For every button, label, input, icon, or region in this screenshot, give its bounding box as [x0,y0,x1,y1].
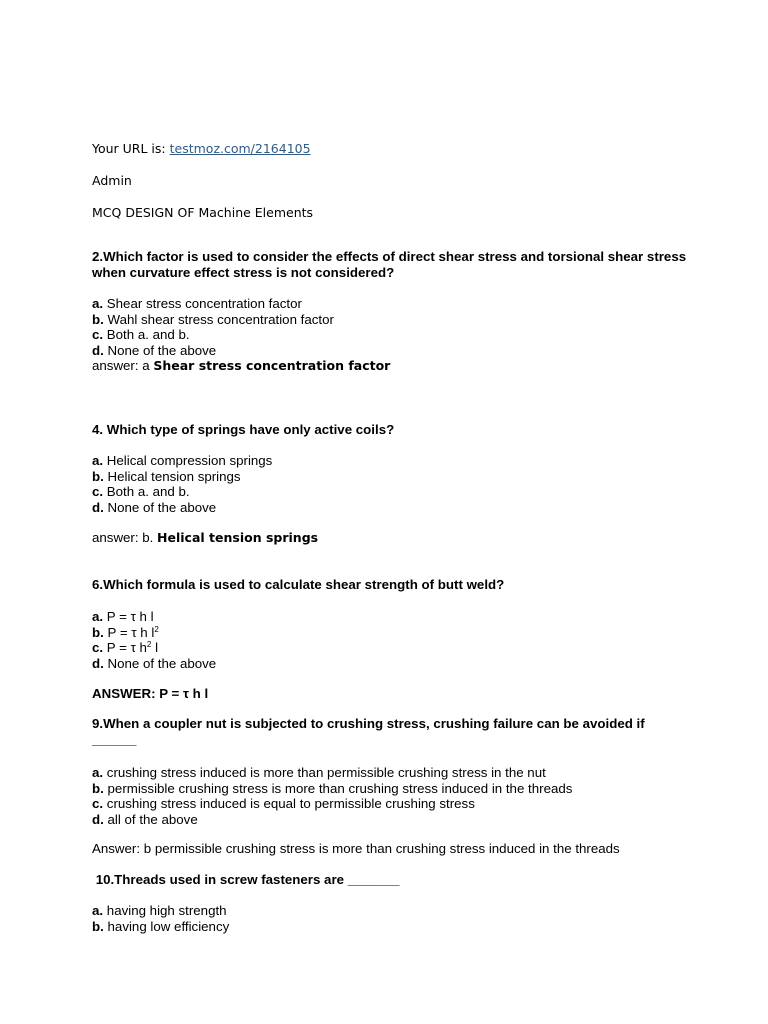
question-2-answer: answer: a Shear stress concentration factor [92,358,391,373]
option-b: b. having low efficiency [92,918,230,934]
question-6: 6.Which formula is used to calculate shear strength of butt weld? [92,577,505,592]
admin-label: Admin [92,173,132,188]
question-10: 10.Threads used in screw fasteners are _______ [92,872,400,887]
question-6-options [92,609,712,671]
option-a: a. crushing stress induced is more than permissible crushing stress in the nut [92,765,546,780]
option-c: c. Both a. and b. [92,484,190,499]
url-prefix: Your URL is: [92,141,166,156]
question-2-options [92,296,712,358]
question-4-options [92,453,712,515]
question-9-options [92,765,712,827]
option-b: b. P = τ h $l^2$ [92,624,159,640]
option-b: b. Wahl shear stress concentration factor [92,311,334,327]
option-b: b. Helical tension springs [92,468,241,484]
question-2: 2.Which factor is used to consider the effects of direct shear stress and torsional shear stress when curvature effect stress is not considered? [92,249,687,280]
option-a: a. Shear stress concentration factor [92,296,302,311]
option-c: c. Both a. and b. [92,327,190,342]
option-a: a. having high strength [92,903,227,918]
question-9: 9.When a coupler nut is subjected to crushing stress, crushing failure can be avoided if ______ [92,716,645,747]
question-4-answer: answer: b. Helical tension springs [92,530,319,545]
url-link[interactable]: testmoz.com/2164105 [169,141,311,156]
option-b: b. permissible crushing stress is more than crushing stress induced in the threads [92,780,573,796]
option-a: a. P = τ h l [92,609,154,624]
option-d: d. None of the above [92,499,217,515]
question-10-options [92,903,712,934]
option-d: d. None of the above [92,655,217,671]
option-d: d. None of the above [92,342,217,358]
url-line [92,141,311,156]
document-title: MCQ DESIGN OF Machine Elements [92,205,314,220]
question-9-answer: Answer: b permissible crushing stress is more than crushing stress induced in the threads [92,841,620,856]
option-d: d. all of the above [92,811,198,827]
option-a: a. Helical compression springs [92,453,273,468]
option-c: c. crushing stress induced is equal to permissible crushing stress [92,796,475,811]
question-4: 4. Which type of springs have only active coils? [92,422,395,437]
option-c: c. P = τ $h^2$ l [92,640,159,655]
question-6-answer: ANSWER: P = τ h l [92,686,209,701]
